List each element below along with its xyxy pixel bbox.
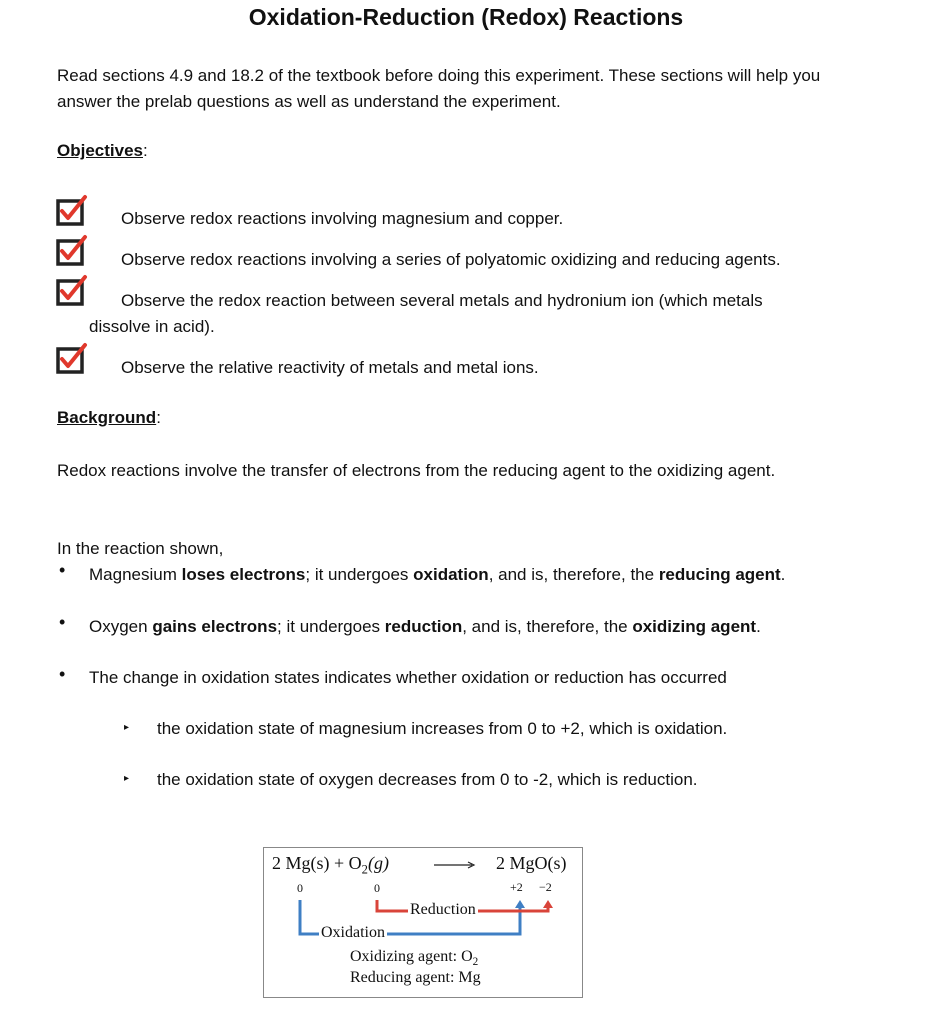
objective-item-continued: dissolve in acid). [89,317,215,336]
objective-item: Observe redox reactions involving magnesium and copper. [121,209,564,228]
objective-item: Observe the redox reaction between several metals and hydronium ion (which metals [121,291,763,310]
sub-bullet-magnesium: the oxidation state of magnesium increases from 0 to +2, which is oxidation. [157,719,728,738]
objectives-heading: Objectives: [57,141,148,160]
intro-paragraph: Read sections 4.9 and 18.2 of the textbook before doing this experiment. These sections will help you answer the prelab questions as well as understand the experiment. [57,66,821,111]
checkbox-checked-icon [55,234,89,268]
objective-item: Observe the relative reactivity of metals and metal ions. [121,358,539,377]
reducing-agent: Reducing agent: Mg [350,969,481,986]
oxidation-label: Oxidation [321,924,385,941]
ox-state-o2: 0 [374,881,380,895]
sub-bullet-icon: ▸ [124,773,130,784]
bullet: • [59,664,66,684]
reactants: 2 $Mg(s) + O_2(g)$ [272,853,389,877]
background-heading: Background: [57,408,161,427]
redox-reaction-diagram [263,847,583,998]
checkbox-checked-icon [55,274,89,308]
checkbox-checked-icon [55,194,89,228]
checkbox-checked-icon [55,342,89,376]
page-title: Oxidation-Reduction (Redox) Reactions [248,4,684,30]
reaction-intro: In the reaction shown, [57,539,224,558]
sub-bullet-oxygen: the oxidation state of oxygen decreases from 0 to -2, which is reduction. [157,770,698,789]
background-paragraph: Redox reactions involve the transfer of electrons from the reducing agent to the oxidizing agent. [57,461,776,480]
ox-state-o-product: −2 [539,880,552,894]
ox-state-mg-product: +2 [510,880,523,894]
bullet: • [59,560,66,580]
oxidizing-agent: Oxidizing agent: $O_2$ [350,948,479,969]
bullet-magnesium: Magnesium loses electrons; it undergoes oxidation, and is, therefore, the reducing agent. [89,565,786,584]
bullet-oxidation-states: The change in oxidation states indicates whether oxidation or reduction has occurred [89,668,727,687]
ox-state-mg: 0 [297,881,303,895]
sub-bullet-icon: ▸ [124,722,130,733]
bullet: • [59,612,66,632]
objective-item: Observe redox reactions involving a series of polyatomic oxidizing and reducing agents. [121,250,781,269]
product: 2 MgO(s) [496,853,567,873]
bullet-oxygen: Oxygen gains electrons; it undergoes reduction, and is, therefore, the oxidizing agent. [89,617,761,636]
reduction-label: Reduction [410,901,476,918]
